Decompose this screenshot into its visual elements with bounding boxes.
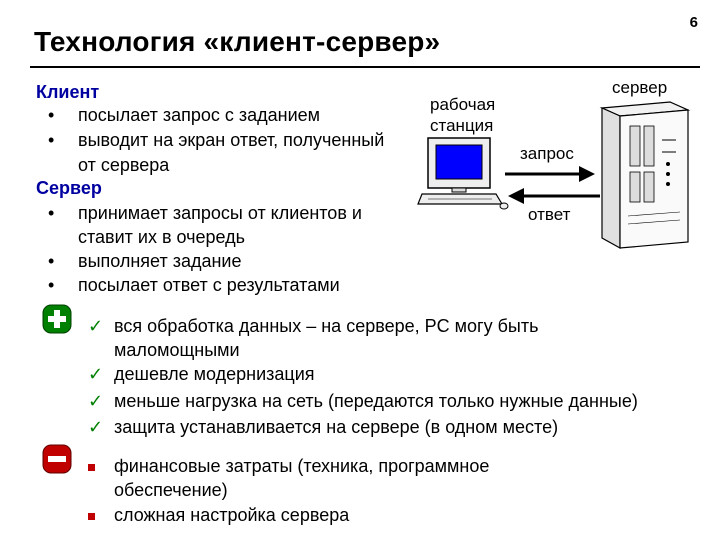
bullet-dot: • <box>48 130 55 150</box>
bullet-dot: • <box>48 251 55 271</box>
server-item: выполняет задание <box>78 251 242 271</box>
pros-item: меньше нагрузка на сеть (передаются только нужные данные) <box>114 391 638 411</box>
minus-icon <box>42 444 72 474</box>
square-bullet-icon <box>88 513 95 520</box>
client-item: посылает запрос с заданием <box>78 105 321 125</box>
workstation-label: рабочая <box>430 95 496 114</box>
client-heading: Клиент <box>36 82 100 102</box>
bullet-dot: • <box>48 275 55 295</box>
pros-item: маломощными <box>114 340 240 360</box>
request-arrow-icon <box>505 162 595 186</box>
workstation-computer-icon <box>418 136 508 212</box>
response-arrow-icon <box>508 184 600 208</box>
slide-number: 6 <box>689 14 698 31</box>
server-item: принимает запросы от клиентов и <box>78 203 362 223</box>
pros-item: дешевле модернизация <box>114 364 315 384</box>
client-item: выводит на экран ответ, полученный <box>78 130 385 150</box>
pros-item: защита устанавливается на сервере (в одном месте) <box>114 417 559 437</box>
server-item: ставит их в очередь <box>78 227 246 247</box>
plus-icon <box>42 304 72 334</box>
pros-item: вся обработка данных – на сервере, PC могу быть <box>114 316 539 336</box>
cons-item: финансовые затраты (техника, программное <box>114 456 490 476</box>
cons-item: сложная настройка сервера <box>114 505 350 525</box>
response-label: ответ <box>528 205 571 224</box>
server-item: посылает ответ с результатами <box>78 275 340 295</box>
request-label: запрос <box>520 144 574 163</box>
bullet-dot: • <box>48 203 55 223</box>
server-heading: Сервер <box>36 178 102 198</box>
server-label: сервер <box>612 78 668 97</box>
square-bullet-icon <box>88 464 95 471</box>
client-item: от сервера <box>78 155 170 175</box>
server-tower-icon <box>600 100 690 250</box>
bullet-dot: • <box>48 105 55 125</box>
check-icon: ✓ <box>88 391 104 411</box>
check-icon: ✓ <box>88 364 104 384</box>
title-divider <box>30 66 700 68</box>
workstation-label: станция <box>430 116 494 135</box>
check-icon: ✓ <box>88 417 104 437</box>
cons-item: обеспечение) <box>114 480 228 500</box>
page-title: Технология «клиент-сервер» <box>34 26 441 57</box>
check-icon: ✓ <box>88 316 104 336</box>
